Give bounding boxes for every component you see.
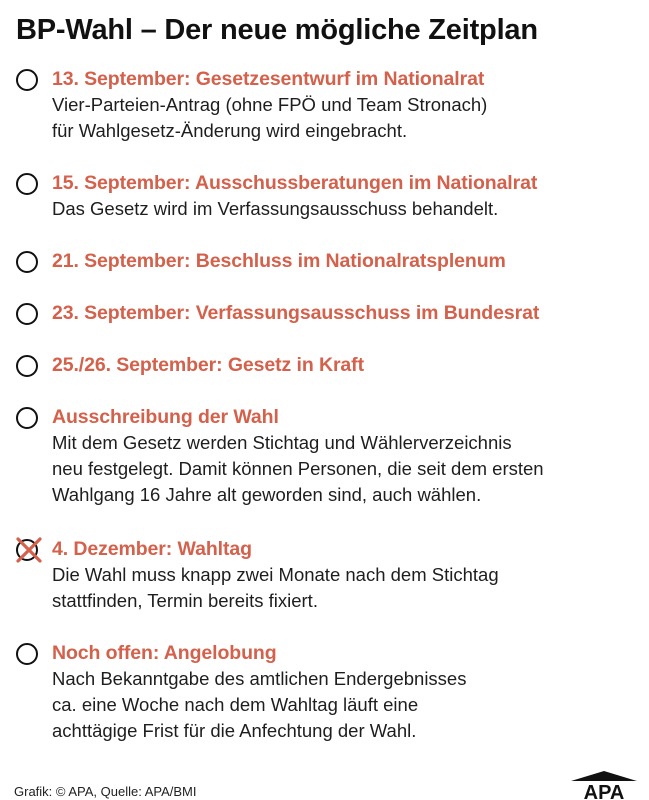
cross-mark-icon <box>15 536 43 564</box>
item-heading: 15. September: Ausschussberatungen im Nationalrat <box>52 172 538 194</box>
timeline-item-2 <box>16 170 636 222</box>
item-text-line: Die Wahl muss knapp zwei Monate nach dem Stichtag <box>52 564 499 585</box>
page-title: BP-Wahl – Der neue mögliche Zeitplan <box>16 14 538 46</box>
item-text-line: Nach Bekanntgabe des amtlichen Endergebnisses <box>52 668 467 689</box>
item-text-line: Das Gesetz wird im Verfassungsausschuss behandelt. <box>52 198 499 219</box>
timeline-item-4 <box>16 300 636 326</box>
timeline-item-1 <box>16 66 636 144</box>
circle-icon <box>16 173 38 195</box>
item-text-line: neu festgelegt. Damit können Personen, die seit dem ersten <box>52 458 544 479</box>
circle-icon <box>16 251 38 273</box>
item-text-line: Wahlgang 16 Jahre alt geworden sind, auch wählen. <box>52 484 482 505</box>
item-text-line: Vier-Parteien-Antrag (ohne FPÖ und Team Stronach) <box>52 94 488 115</box>
timeline-item-3 <box>16 248 636 274</box>
timeline-item-7 <box>16 536 636 614</box>
timeline-item-5 <box>16 352 636 378</box>
source-credit: Grafik: © APA, Quelle: APA/BMI <box>14 784 197 799</box>
item-heading: 4. Dezember: Wahltag <box>52 538 252 560</box>
item-heading: 23. September: Verfassungsausschuss im Bundesrat <box>52 302 540 324</box>
circle-icon <box>16 643 38 665</box>
circle-icon <box>16 69 38 91</box>
apa-logo <box>571 771 637 800</box>
item-text-line: achttägige Frist für die Anfechtung der Wahl. <box>52 720 417 741</box>
item-heading: Ausschreibung der Wahl <box>52 406 279 428</box>
item-heading: 13. September: Gesetzesentwurf im Nationalrat <box>52 68 485 90</box>
timeline-item-6 <box>16 404 636 508</box>
item-heading: 25./26. September: Gesetz in Kraft <box>52 354 364 376</box>
circle-icon <box>16 355 38 377</box>
logo-text: APA <box>583 782 625 800</box>
item-text-line: stattfinden, Termin bereits fixiert. <box>52 590 318 611</box>
item-heading: 21. September: Beschluss im Nationalratsplenum <box>52 250 506 272</box>
item-text-line: Mit dem Gesetz werden Stichtag und Wählerverzeichnis <box>52 432 512 453</box>
item-heading: Noch offen: Angelobung <box>52 642 277 664</box>
circle-icon <box>16 407 38 429</box>
item-text-line: ca. eine Woche nach dem Wahltag läuft eine <box>52 694 419 715</box>
item-text-line: für Wahlgesetz-Änderung wird eingebracht. <box>52 120 408 141</box>
circle-icon <box>16 303 38 325</box>
timeline-item-8 <box>16 640 636 744</box>
